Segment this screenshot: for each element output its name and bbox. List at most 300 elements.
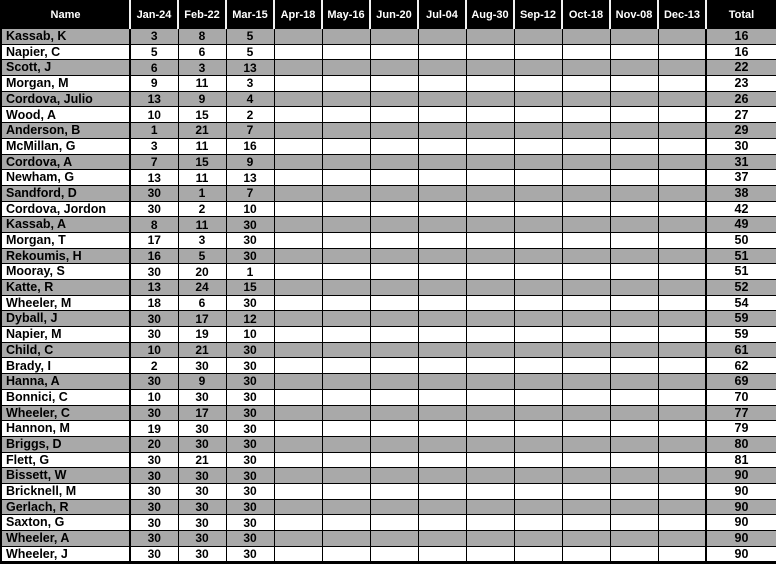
month-cell-oct-18 (562, 421, 610, 437)
month-cell-jan-24: 7 (130, 154, 178, 170)
table-row (1, 311, 776, 327)
month-cell-nov-08 (610, 499, 658, 515)
month-cell-feb-22: 30 (178, 436, 226, 452)
month-cell-dec-13 (658, 123, 706, 139)
month-cell-nov-08 (610, 44, 658, 60)
month-cell-jul-04 (418, 123, 466, 139)
month-cell-apr-18 (274, 280, 322, 296)
month-cell-dec-13 (658, 60, 706, 76)
month-cell-apr-18 (274, 405, 322, 421)
name-cell: Wheeler, M (1, 295, 130, 311)
month-cell-feb-22: 11 (178, 170, 226, 186)
total-cell: 29 (706, 123, 776, 139)
month-cell-may-16 (322, 264, 370, 280)
table-row (1, 123, 776, 139)
table-row (1, 264, 776, 280)
month-cell-may-16 (322, 311, 370, 327)
month-cell-mar-15: 30 (226, 515, 274, 531)
month-cell-mar-15: 30 (226, 468, 274, 484)
table-row (1, 389, 776, 405)
month-cell-nov-08 (610, 468, 658, 484)
month-cell-sep-12 (514, 405, 562, 421)
month-cell-nov-08 (610, 29, 658, 45)
month-cell-nov-08 (610, 91, 658, 107)
month-cell-sep-12 (514, 468, 562, 484)
month-cell-jul-04 (418, 138, 466, 154)
month-cell-oct-18 (562, 468, 610, 484)
total-cell: 42 (706, 201, 776, 217)
month-cell-dec-13 (658, 76, 706, 92)
month-cell-may-16 (322, 60, 370, 76)
month-cell-mar-15: 30 (226, 358, 274, 374)
month-cell-jul-04 (418, 483, 466, 499)
month-cell-sep-12 (514, 280, 562, 296)
month-cell-feb-22: 9 (178, 91, 226, 107)
month-cell-aug-30 (466, 327, 514, 343)
month-cell-jun-20 (370, 60, 418, 76)
month-cell-aug-30 (466, 29, 514, 45)
month-cell-nov-08 (610, 311, 658, 327)
month-cell-aug-30 (466, 107, 514, 123)
month-cell-dec-13 (658, 342, 706, 358)
name-cell: Saxton, G (1, 515, 130, 531)
month-cell-jan-24: 20 (130, 436, 178, 452)
month-cell-dec-13 (658, 170, 706, 186)
table-row (1, 232, 776, 248)
month-cell-jun-20 (370, 327, 418, 343)
month-cell-jun-20 (370, 499, 418, 515)
month-cell-sep-12 (514, 436, 562, 452)
month-cell-feb-22: 11 (178, 138, 226, 154)
name-cell: Bonnici, C (1, 389, 130, 405)
month-cell-jan-24: 30 (130, 374, 178, 390)
table-row (1, 44, 776, 60)
month-cell-oct-18 (562, 232, 610, 248)
month-cell-jan-24: 30 (130, 499, 178, 515)
month-cell-jul-04 (418, 201, 466, 217)
month-cell-feb-22: 30 (178, 358, 226, 374)
month-cell-apr-18 (274, 499, 322, 515)
month-cell-oct-18 (562, 531, 610, 547)
month-cell-apr-18 (274, 232, 322, 248)
month-cell-jan-24: 30 (130, 185, 178, 201)
month-cell-jul-04 (418, 185, 466, 201)
table-row (1, 201, 776, 217)
month-cell-aug-30 (466, 468, 514, 484)
month-cell-feb-22: 30 (178, 546, 226, 563)
month-cell-oct-18 (562, 436, 610, 452)
month-cell-oct-18 (562, 483, 610, 499)
month-cell-dec-13 (658, 358, 706, 374)
total-cell: 69 (706, 374, 776, 390)
month-cell-feb-22: 30 (178, 531, 226, 547)
month-cell-oct-18 (562, 76, 610, 92)
month-cell-mar-15: 9 (226, 154, 274, 170)
month-cell-jun-20 (370, 123, 418, 139)
month-cell-jun-20 (370, 185, 418, 201)
month-cell-jan-24: 30 (130, 201, 178, 217)
month-cell-jun-20 (370, 515, 418, 531)
month-cell-apr-18 (274, 452, 322, 468)
total-cell: 77 (706, 405, 776, 421)
total-cell: 31 (706, 154, 776, 170)
month-cell-oct-18 (562, 29, 610, 45)
month-cell-oct-18 (562, 389, 610, 405)
month-cell-jul-04 (418, 44, 466, 60)
month-cell-jan-24: 30 (130, 546, 178, 563)
month-cell-nov-08 (610, 374, 658, 390)
name-cell: Gerlach, R (1, 499, 130, 515)
month-cell-dec-13 (658, 452, 706, 468)
month-cell-jun-20 (370, 342, 418, 358)
month-cell-feb-22: 30 (178, 515, 226, 531)
month-cell-apr-18 (274, 217, 322, 233)
month-cell-jan-24: 17 (130, 232, 178, 248)
table-row (1, 107, 776, 123)
month-cell-may-16 (322, 44, 370, 60)
month-cell-apr-18 (274, 91, 322, 107)
month-cell-jul-04 (418, 232, 466, 248)
table-row (1, 91, 776, 107)
month-cell-nov-08 (610, 483, 658, 499)
total-cell: 52 (706, 280, 776, 296)
month-cell-nov-08 (610, 452, 658, 468)
column-header-aug-30: Aug-30 (466, 1, 514, 29)
month-cell-feb-22: 30 (178, 483, 226, 499)
month-cell-jun-20 (370, 546, 418, 563)
month-cell-jun-20 (370, 217, 418, 233)
table-row (1, 531, 776, 547)
table-row (1, 170, 776, 186)
month-cell-jul-04 (418, 499, 466, 515)
month-cell-oct-18 (562, 217, 610, 233)
month-cell-nov-08 (610, 280, 658, 296)
table-row (1, 138, 776, 154)
month-cell-jun-20 (370, 436, 418, 452)
month-cell-jan-24: 19 (130, 421, 178, 437)
month-cell-nov-08 (610, 123, 658, 139)
month-cell-oct-18 (562, 452, 610, 468)
month-cell-dec-13 (658, 499, 706, 515)
month-cell-may-16 (322, 154, 370, 170)
month-cell-jul-04 (418, 217, 466, 233)
month-cell-sep-12 (514, 123, 562, 139)
month-cell-jul-04 (418, 170, 466, 186)
month-cell-dec-13 (658, 217, 706, 233)
month-cell-sep-12 (514, 91, 562, 107)
total-cell: 22 (706, 60, 776, 76)
month-cell-may-16 (322, 201, 370, 217)
month-cell-jul-04 (418, 436, 466, 452)
month-cell-aug-30 (466, 60, 514, 76)
month-cell-aug-30 (466, 170, 514, 186)
month-cell-nov-08 (610, 327, 658, 343)
month-cell-aug-30 (466, 452, 514, 468)
month-cell-nov-08 (610, 436, 658, 452)
month-cell-mar-15: 2 (226, 107, 274, 123)
month-cell-oct-18 (562, 138, 610, 154)
name-cell: Flett, G (1, 452, 130, 468)
month-cell-jan-24: 30 (130, 327, 178, 343)
name-cell: Wheeler, C (1, 405, 130, 421)
name-cell: Bissett, W (1, 468, 130, 484)
month-cell-apr-18 (274, 531, 322, 547)
month-cell-feb-22: 30 (178, 421, 226, 437)
month-cell-dec-13 (658, 248, 706, 264)
total-cell: 30 (706, 138, 776, 154)
month-cell-jul-04 (418, 405, 466, 421)
name-cell: Wheeler, J (1, 546, 130, 563)
total-cell: 37 (706, 170, 776, 186)
month-cell-mar-15: 12 (226, 311, 274, 327)
column-header-feb-22: Feb-22 (178, 1, 226, 29)
month-cell-jul-04 (418, 546, 466, 563)
month-cell-nov-08 (610, 421, 658, 437)
month-cell-nov-08 (610, 295, 658, 311)
column-header-jun-20: Jun-20 (370, 1, 418, 29)
column-header-mar-15: Mar-15 (226, 1, 274, 29)
month-cell-apr-18 (274, 358, 322, 374)
name-cell: Sandford, D (1, 185, 130, 201)
month-cell-may-16 (322, 374, 370, 390)
column-header-nov-08: Nov-08 (610, 1, 658, 29)
total-cell: 23 (706, 76, 776, 92)
column-header-sep-12: Sep-12 (514, 1, 562, 29)
month-cell-jan-24: 16 (130, 248, 178, 264)
month-cell-jan-24: 30 (130, 483, 178, 499)
month-cell-oct-18 (562, 327, 610, 343)
month-cell-mar-15: 10 (226, 201, 274, 217)
month-cell-dec-13 (658, 44, 706, 60)
month-cell-feb-22: 17 (178, 405, 226, 421)
month-cell-may-16 (322, 29, 370, 45)
month-cell-nov-08 (610, 170, 658, 186)
month-cell-feb-22: 30 (178, 499, 226, 515)
total-cell: 54 (706, 295, 776, 311)
month-cell-nov-08 (610, 389, 658, 405)
month-cell-mar-15: 13 (226, 60, 274, 76)
total-cell: 62 (706, 358, 776, 374)
month-cell-jul-04 (418, 389, 466, 405)
month-cell-mar-15: 30 (226, 342, 274, 358)
month-cell-sep-12 (514, 76, 562, 92)
month-cell-jul-04 (418, 468, 466, 484)
month-cell-dec-13 (658, 546, 706, 563)
month-cell-aug-30 (466, 201, 514, 217)
month-cell-mar-15: 10 (226, 327, 274, 343)
total-cell: 49 (706, 217, 776, 233)
month-cell-jun-20 (370, 232, 418, 248)
month-cell-jul-04 (418, 29, 466, 45)
month-cell-apr-18 (274, 295, 322, 311)
month-cell-nov-08 (610, 515, 658, 531)
month-cell-aug-30 (466, 280, 514, 296)
month-cell-jan-24: 5 (130, 44, 178, 60)
month-cell-may-16 (322, 295, 370, 311)
month-cell-dec-13 (658, 154, 706, 170)
column-header-oct-18: Oct-18 (562, 1, 610, 29)
month-cell-mar-15: 7 (226, 185, 274, 201)
month-cell-dec-13 (658, 107, 706, 123)
month-cell-nov-08 (610, 154, 658, 170)
month-cell-apr-18 (274, 374, 322, 390)
month-cell-jun-20 (370, 29, 418, 45)
table-row (1, 374, 776, 390)
month-cell-may-16 (322, 421, 370, 437)
month-cell-apr-18 (274, 60, 322, 76)
month-cell-apr-18 (274, 327, 322, 343)
total-cell: 59 (706, 311, 776, 327)
month-cell-aug-30 (466, 248, 514, 264)
month-cell-aug-30 (466, 515, 514, 531)
name-cell: Cordova, Julio (1, 91, 130, 107)
total-cell: 81 (706, 452, 776, 468)
name-cell: Morgan, M (1, 76, 130, 92)
header-row (1, 1, 776, 29)
column-header-dec-13: Dec-13 (658, 1, 706, 29)
table-row (1, 154, 776, 170)
month-cell-may-16 (322, 185, 370, 201)
month-cell-jan-24: 30 (130, 311, 178, 327)
month-cell-aug-30 (466, 185, 514, 201)
month-cell-jan-24: 18 (130, 295, 178, 311)
name-cell: Cordova, A (1, 154, 130, 170)
table-row (1, 248, 776, 264)
month-cell-dec-13 (658, 468, 706, 484)
month-cell-dec-13 (658, 436, 706, 452)
month-cell-aug-30 (466, 405, 514, 421)
month-cell-jun-20 (370, 264, 418, 280)
month-cell-may-16 (322, 499, 370, 515)
month-cell-mar-15: 30 (226, 374, 274, 390)
total-cell: 51 (706, 248, 776, 264)
month-cell-apr-18 (274, 76, 322, 92)
month-cell-nov-08 (610, 531, 658, 547)
month-cell-nov-08 (610, 107, 658, 123)
month-cell-apr-18 (274, 421, 322, 437)
month-cell-nov-08 (610, 405, 658, 421)
month-cell-jun-20 (370, 76, 418, 92)
month-cell-sep-12 (514, 483, 562, 499)
month-cell-may-16 (322, 358, 370, 374)
month-cell-jan-24: 30 (130, 515, 178, 531)
month-cell-may-16 (322, 217, 370, 233)
month-cell-aug-30 (466, 138, 514, 154)
month-cell-sep-12 (514, 232, 562, 248)
month-cell-apr-18 (274, 123, 322, 139)
month-cell-oct-18 (562, 107, 610, 123)
month-cell-sep-12 (514, 154, 562, 170)
month-cell-sep-12 (514, 217, 562, 233)
month-cell-sep-12 (514, 311, 562, 327)
month-cell-jul-04 (418, 358, 466, 374)
month-cell-mar-15: 7 (226, 123, 274, 139)
month-cell-jun-20 (370, 405, 418, 421)
month-cell-jul-04 (418, 327, 466, 343)
month-cell-nov-08 (610, 232, 658, 248)
month-cell-sep-12 (514, 358, 562, 374)
month-cell-dec-13 (658, 421, 706, 437)
month-cell-dec-13 (658, 201, 706, 217)
month-cell-jan-24: 30 (130, 405, 178, 421)
month-cell-dec-13 (658, 327, 706, 343)
month-cell-jan-24: 30 (130, 452, 178, 468)
total-cell: 27 (706, 107, 776, 123)
month-cell-oct-18 (562, 358, 610, 374)
month-cell-mar-15: 30 (226, 531, 274, 547)
month-cell-may-16 (322, 515, 370, 531)
month-cell-jul-04 (418, 76, 466, 92)
month-cell-sep-12 (514, 327, 562, 343)
month-cell-oct-18 (562, 280, 610, 296)
month-cell-mar-15: 1 (226, 264, 274, 280)
month-cell-jun-20 (370, 201, 418, 217)
month-cell-aug-30 (466, 91, 514, 107)
total-cell: 80 (706, 436, 776, 452)
name-cell: Napier, M (1, 327, 130, 343)
month-cell-may-16 (322, 76, 370, 92)
month-cell-apr-18 (274, 248, 322, 264)
month-cell-jan-24: 13 (130, 91, 178, 107)
month-cell-dec-13 (658, 280, 706, 296)
month-cell-aug-30 (466, 295, 514, 311)
total-cell: 51 (706, 264, 776, 280)
month-cell-jul-04 (418, 91, 466, 107)
month-cell-jul-04 (418, 280, 466, 296)
total-cell: 61 (706, 342, 776, 358)
month-cell-apr-18 (274, 185, 322, 201)
month-cell-oct-18 (562, 295, 610, 311)
month-cell-oct-18 (562, 248, 610, 264)
month-cell-jul-04 (418, 452, 466, 468)
name-cell: Rekoumis, H (1, 248, 130, 264)
month-cell-jun-20 (370, 483, 418, 499)
month-cell-aug-30 (466, 389, 514, 405)
total-cell: 50 (706, 232, 776, 248)
month-cell-sep-12 (514, 546, 562, 563)
month-cell-jan-24: 9 (130, 76, 178, 92)
month-cell-feb-22: 30 (178, 389, 226, 405)
month-cell-may-16 (322, 107, 370, 123)
month-cell-jul-04 (418, 342, 466, 358)
month-cell-feb-22: 15 (178, 154, 226, 170)
month-cell-apr-18 (274, 436, 322, 452)
month-cell-oct-18 (562, 405, 610, 421)
month-cell-may-16 (322, 483, 370, 499)
month-cell-jun-20 (370, 389, 418, 405)
name-cell: Napier, C (1, 44, 130, 60)
month-cell-jan-24: 3 (130, 29, 178, 45)
total-cell: 16 (706, 29, 776, 45)
month-cell-jul-04 (418, 154, 466, 170)
month-cell-mar-15: 13 (226, 170, 274, 186)
month-cell-may-16 (322, 389, 370, 405)
table-row (1, 60, 776, 76)
table-row (1, 499, 776, 515)
name-cell: Wood, A (1, 107, 130, 123)
month-cell-may-16 (322, 138, 370, 154)
month-cell-feb-22: 11 (178, 76, 226, 92)
month-cell-jan-24: 13 (130, 170, 178, 186)
month-cell-jul-04 (418, 60, 466, 76)
month-cell-mar-15: 30 (226, 421, 274, 437)
month-cell-oct-18 (562, 91, 610, 107)
month-cell-aug-30 (466, 546, 514, 563)
month-cell-apr-18 (274, 44, 322, 60)
name-cell: Anderson, B (1, 123, 130, 139)
month-cell-jan-24: 30 (130, 264, 178, 280)
month-cell-jan-24: 10 (130, 107, 178, 123)
